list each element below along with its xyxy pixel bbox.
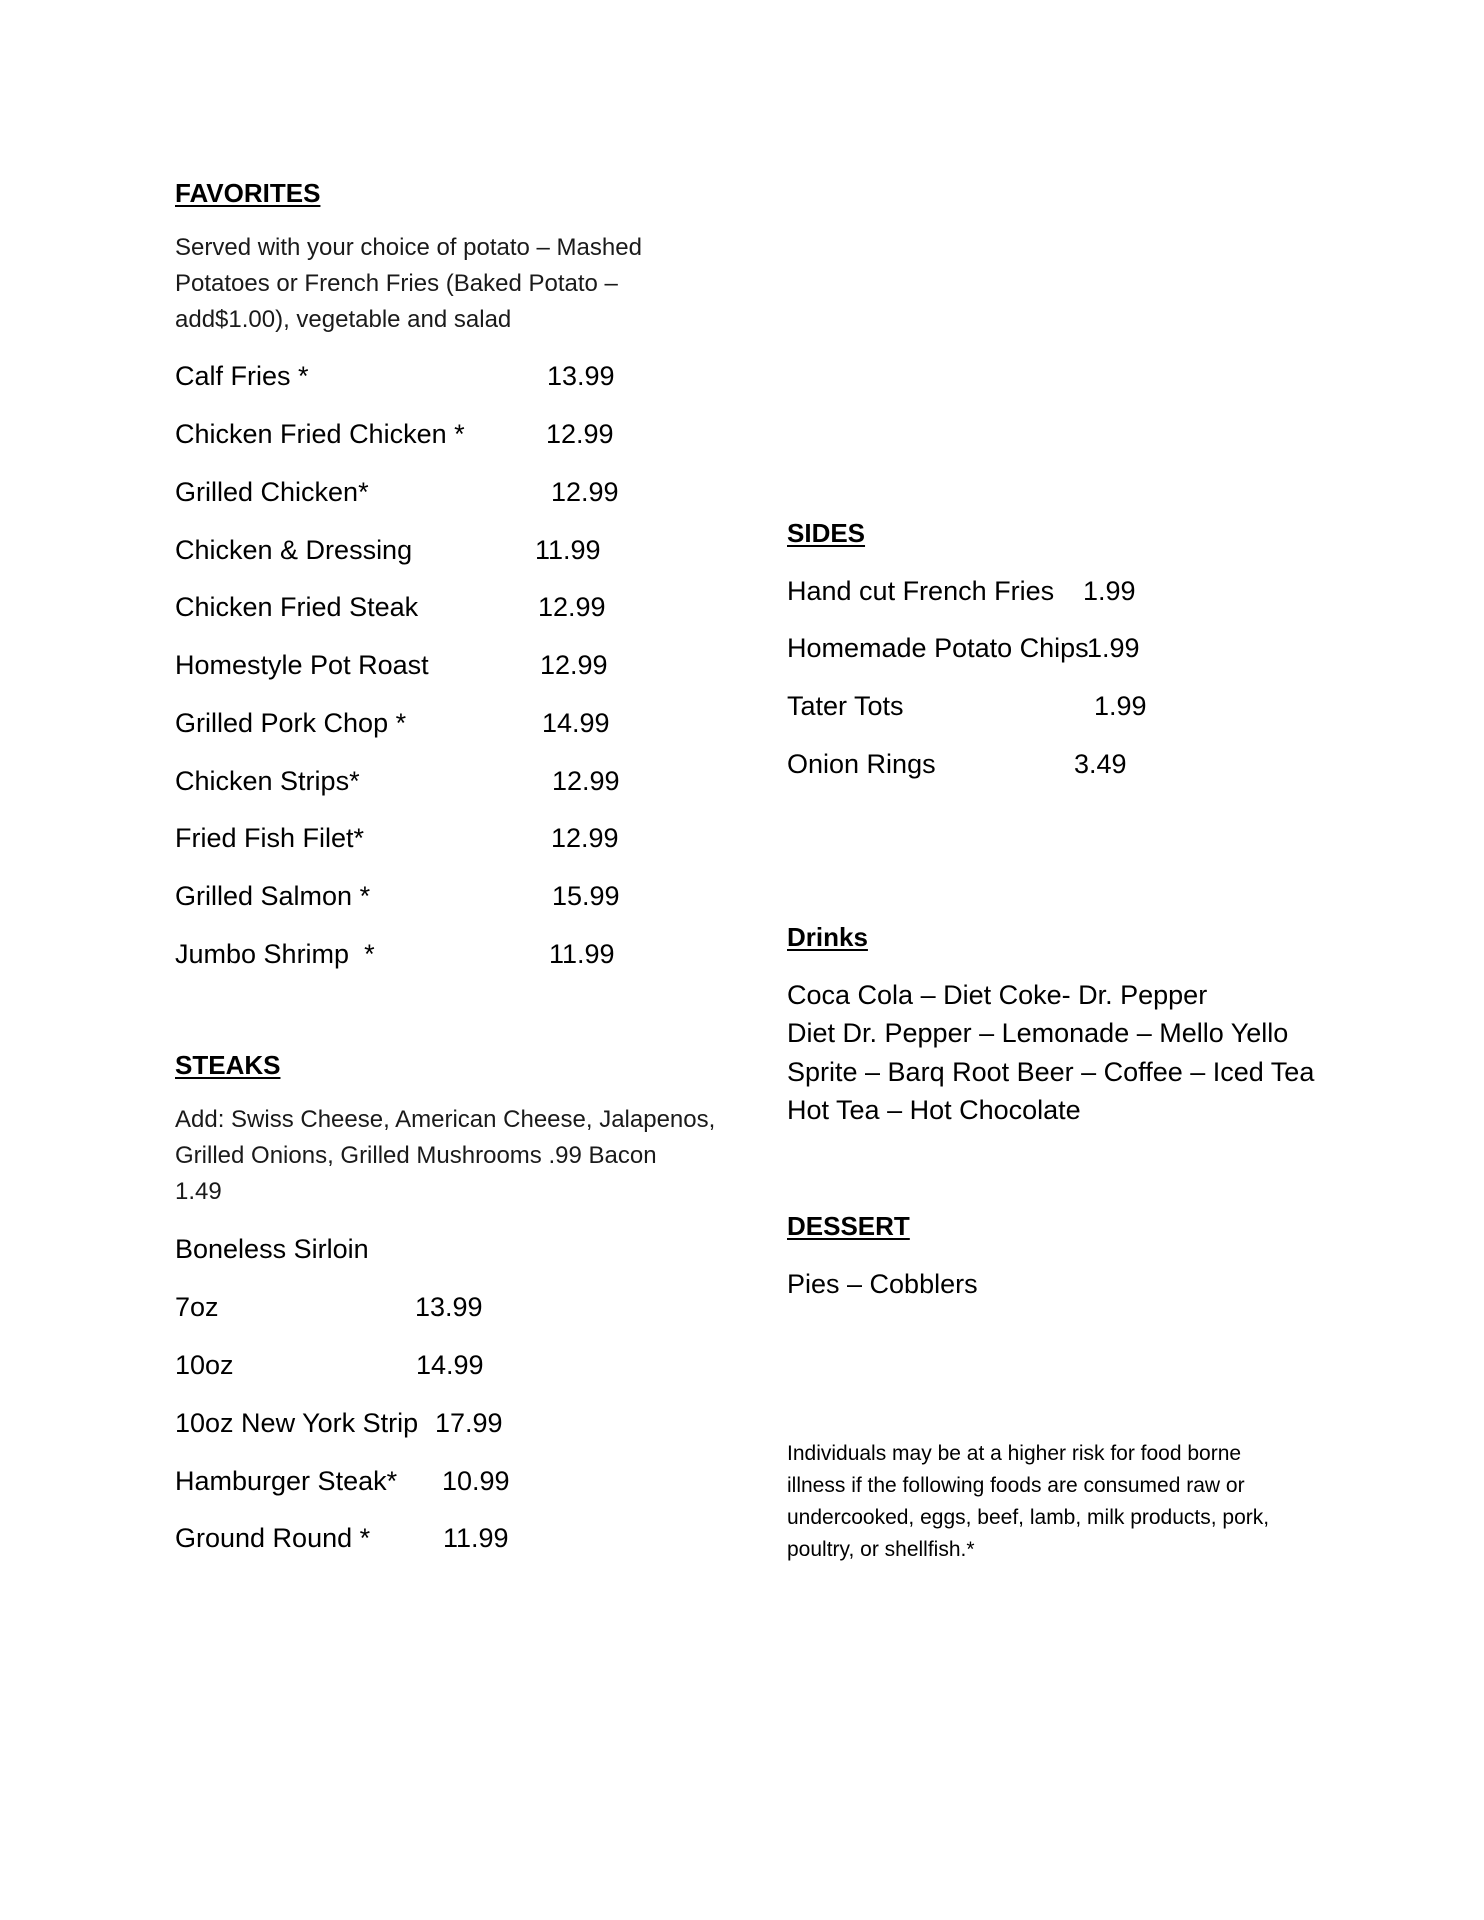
menu-item-price: 17.99: [435, 1408, 503, 1438]
disclaimer-line: Individuals may be at a higher risk for food borne: [787, 1442, 1242, 1465]
menu-item-price: 11.99: [443, 1523, 509, 1553]
menu-item-price: 12.99: [551, 823, 619, 853]
menu-item-price: 1.99: [1094, 691, 1147, 721]
menu-item-price: 15.99: [552, 881, 620, 911]
disclaimer-line: illness if the following foods are consumed raw or: [787, 1474, 1245, 1497]
menu-item-name: Chicken Fried Steak: [175, 592, 419, 622]
favorites-description: [175, 230, 735, 338]
menu-item-price: 12.99: [552, 766, 620, 796]
menu-item-price: 14.99: [416, 1350, 484, 1380]
menu-item-price: 3.49: [1074, 749, 1127, 779]
menu-item-price: 11.99: [535, 535, 601, 565]
menu-item-name: 10oz: [175, 1350, 234, 1380]
favorites-description-line: add$1.00), vegetable and salad: [175, 306, 512, 333]
dessert-heading: DESSERT: [787, 1211, 910, 1241]
menu-item-name: Grilled Salmon *: [175, 881, 371, 911]
menu-item-name: Jumbo Shrimp *: [175, 939, 375, 969]
menu-item-name: Chicken & Dressing: [175, 535, 413, 565]
disclaimer-line: poultry, or shellfish.*: [787, 1538, 975, 1561]
drinks-line: Coca Cola – Diet Coke- Dr. Pepper: [787, 980, 1208, 1010]
menu-item-name: Homemade Potato Chips: [787, 633, 1089, 663]
food-safety-disclaimer: [787, 1438, 1327, 1566]
favorites-heading: FAVORITES: [175, 178, 321, 208]
steaks-subheading-label: Boneless Sirloin: [175, 1234, 369, 1264]
menu-item-name: 7oz: [175, 1292, 219, 1322]
menu-item-name: Onion Rings: [787, 749, 936, 779]
steaks-heading: STEAKS: [175, 1050, 281, 1080]
steaks-description: [175, 1102, 735, 1210]
menu-item-name: Fried Fish Filet*: [175, 823, 365, 853]
menu-item-price: 12.99: [538, 592, 606, 622]
disclaimer-line: undercooked, eggs, beef, lamb, milk products, pork,: [787, 1506, 1270, 1529]
menu-item-name: Ground Round *: [175, 1523, 371, 1553]
favorites-description-line: Served with your choice of potato – Mashed: [175, 234, 642, 261]
drinks-line: Hot Tea – Hot Chocolate: [787, 1095, 1081, 1125]
menu-item-name: Grilled Pork Chop *: [175, 708, 407, 738]
menu-item-price: 12.99: [540, 650, 608, 680]
menu-item-name: Pies – Cobblers: [787, 1269, 978, 1299]
menu-item-name: Hamburger Steak*: [175, 1466, 398, 1496]
steaks-description-line: 1.49: [175, 1178, 222, 1205]
menu-item-price: 1.99: [1083, 576, 1136, 606]
drinks-line: Sprite – Barq Root Beer – Coffee – Iced Tea: [787, 1057, 1315, 1087]
steaks-description-line: Grilled Onions, Grilled Mushrooms .99 Bacon: [175, 1142, 657, 1169]
drinks-line: Diet Dr. Pepper – Lemonade – Mello Yello: [787, 1018, 1289, 1048]
menu-item-name: Calf Fries *: [175, 361, 309, 391]
sides-heading: SIDES: [787, 518, 866, 548]
menu-item-name: Chicken Fried Chicken *: [175, 419, 465, 449]
menu-item-price: 13.99: [547, 361, 615, 391]
menu-item-name: Chicken Strips*: [175, 766, 360, 796]
menu-item-name: Tater Tots: [787, 691, 904, 721]
menu-item-name: 10oz New York Strip: [175, 1408, 419, 1438]
menu-item-price: 13.99: [415, 1292, 483, 1322]
drinks-heading: Drinks: [787, 922, 868, 952]
menu-item-name: Homestyle Pot Roast: [175, 650, 429, 680]
menu-item-price: 1.99: [1087, 633, 1140, 663]
menu-item-name: Grilled Chicken*: [175, 477, 369, 507]
menu-item-name: Hand cut French Fries: [787, 576, 1055, 606]
menu-item-price: 12.99: [551, 477, 619, 507]
menu-item-price: 10.99: [442, 1466, 510, 1496]
steaks-description-line: Add: Swiss Cheese, American Cheese, Jalapenos,: [175, 1106, 716, 1133]
favorites-description-line: Potatoes or French Fries (Baked Potato –: [175, 270, 618, 297]
menu-item-price: 14.99: [542, 708, 610, 738]
menu-item-price: 11.99: [549, 939, 615, 969]
menu-item-price: 12.99: [546, 419, 614, 449]
